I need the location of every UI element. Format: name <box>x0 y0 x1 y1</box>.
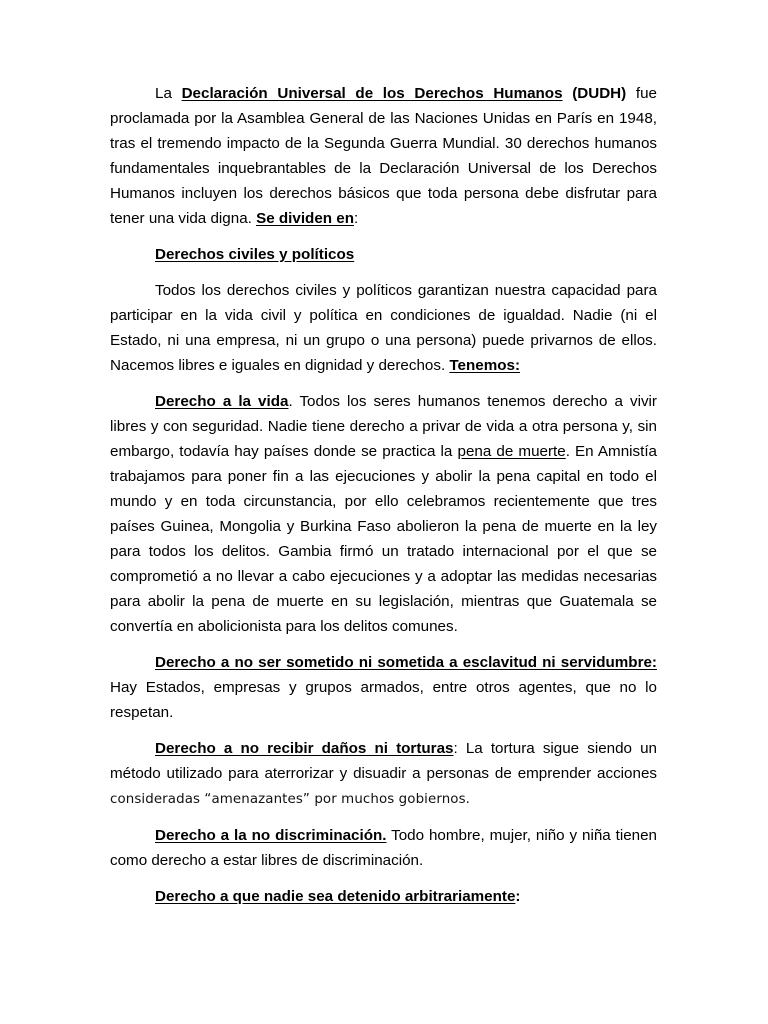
civiles-text: Todos los derechos civiles y políticos garantizan nuestra capacidad para participar en la vida civil y política en condiciones de igualdad. Nadie (ni el Estado, ni una empresa, ni un grupo o una persona) puede privarnos de ellos. Nacemos libres e iguales en dignidad y derechos. <box>110 282 657 374</box>
torturas-title: Derecho a no recibir daños ni torturas <box>155 740 454 757</box>
discriminacion-paragraph <box>110 823 657 873</box>
vida-paragraph <box>110 389 657 639</box>
torturas-text2: consideradas “amenazantes” por muchos gobiernos. <box>110 792 471 807</box>
discriminacion-title: Derecho a la no discriminación. <box>155 827 387 844</box>
detenido-post: : <box>515 888 521 905</box>
intro-post: : <box>353 210 359 227</box>
vida-text1: . Todos los seres humanos tenemos derecho a vivir libres y con seguridad. Nadie tiene derecho a privar de vida a otra persona y, sin embargo, todavía hay países donde se practica la <box>110 393 657 460</box>
torturas-paragraph <box>110 736 657 812</box>
se-dividen-en: Se dividen en <box>256 210 354 227</box>
discriminacion-text: Todo hombre, mujer, niño y niña tienen como derecho a estar libres de discriminación. <box>110 827 658 869</box>
dudh-abbr: (DUDH) <box>562 85 627 102</box>
vida-text2: . En Amnistía trabajamos para poner fin a las ejecuciones y abolir la pena capital en todo el mundo y en toda circunstancia, por ello celebramos recientemente que tres países Guinea, Mongolia y Burkina Faso abolieron la pena de muerte en la ley para todos los delitos. Gambia firmó un tratado internacional por el que se comprometió a no llevar a cabo ejecuciones y a adoptar las medidas necesarias para abolir la pena de muerte en su legislación, mientras que Guatemala se convertía en abolicionista para los delitos comunes. <box>110 443 657 635</box>
civiles-paragraph <box>110 278 657 378</box>
detenido-title: Derecho a que nadie sea detenido arbitrariamente <box>155 888 516 905</box>
intro-text: fue proclamada por la Asamblea General de las Naciones Unidas en París en 1948, tras el tremendo impacto de la Segunda Guerra Mundial. 30 derechos humanos fundamentales inquebrantables de la Declaración Universal de los Derechos Humanos incluyen los derechos básicos que toda persona debe disfrutar para tener una vida digna. <box>110 85 657 227</box>
heading-civiles <box>110 242 657 267</box>
vida-title: Derecho a la vida <box>155 393 289 410</box>
torturas-text1: : La tortura sigue siendo un método utilizado para aterrorizar y disuadir a personas de emprender acciones <box>110 740 657 782</box>
esclavitud-title: Derecho a no ser sometido ni sometida a esclavitud ni servidumbre: <box>155 654 657 671</box>
heading-civiles-text: Derechos civiles y políticos <box>155 246 355 263</box>
tenemos: Tenemos: <box>449 357 520 374</box>
pena-de-muerte-link[interactable]: pena de muerte <box>457 443 566 460</box>
dudh-link[interactable]: Declaración Universal de los Derechos Humanos <box>181 85 563 102</box>
detenido-paragraph <box>110 884 657 909</box>
esclavitud-paragraph <box>110 650 657 725</box>
esclavitud-text: Hay Estados, empresas y grupos armados, entre otros agentes, que no lo respetan. <box>110 679 657 721</box>
intro-pre: La <box>155 85 182 102</box>
intro-paragraph <box>110 81 657 231</box>
